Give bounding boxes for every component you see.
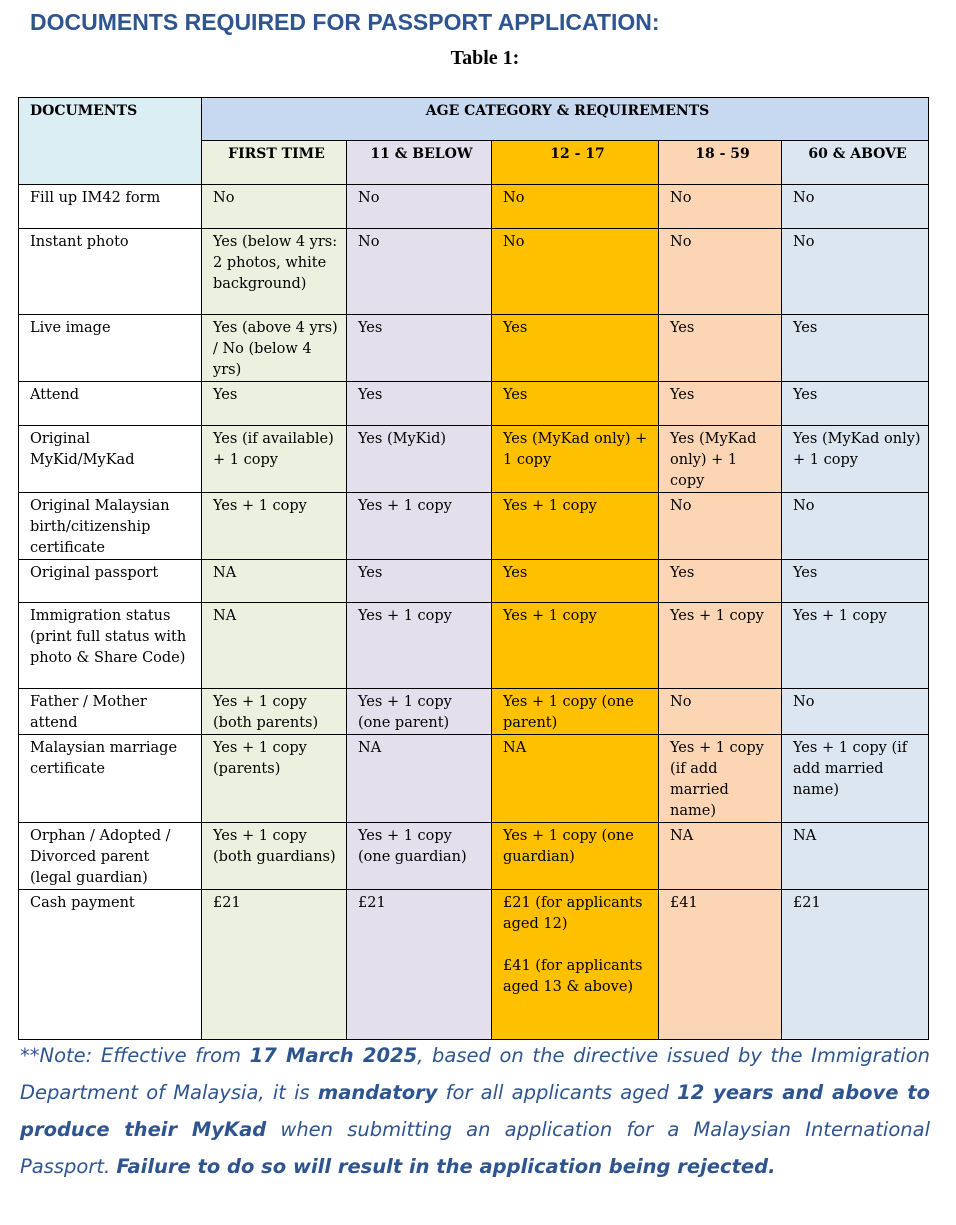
- table-row: [19, 493, 929, 560]
- requirement-cell: Yes (MyKid): [347, 426, 492, 493]
- requirement-cell: £21: [347, 890, 492, 1040]
- note-paragraph: [20, 1037, 930, 1185]
- requirement-cell: Yes + 1 copy (one guardian): [347, 823, 492, 890]
- requirement-cell: No: [202, 185, 347, 229]
- requirement-cell: Yes (if available) + 1 copy: [202, 426, 347, 493]
- table-row: [19, 229, 929, 315]
- requirement-cell: NA: [659, 823, 782, 890]
- table-row: [19, 185, 929, 229]
- requirement-cell: Yes + 1 copy: [492, 603, 659, 689]
- requirement-cell: Yes: [347, 382, 492, 426]
- document-label: Original passport: [19, 560, 202, 603]
- requirement-cell: Yes + 1 copy (one parent): [347, 689, 492, 735]
- note-text: for all applicants aged: [437, 1081, 678, 1104]
- note-effective-date: 17 March 2025: [249, 1044, 418, 1067]
- requirement-cell: Yes: [782, 560, 929, 603]
- requirement-cell: Yes: [202, 382, 347, 426]
- table-caption: Table 1:: [450, 47, 520, 69]
- requirement-cell: Yes + 1 copy (if add married name): [659, 735, 782, 823]
- requirement-cell: NA: [202, 560, 347, 603]
- note-mandatory: mandatory: [317, 1081, 438, 1104]
- requirement-cell: £41: [659, 890, 782, 1040]
- document-label: Cash payment: [19, 890, 202, 1040]
- requirement-cell: Yes: [347, 560, 492, 603]
- table-row: [19, 890, 929, 1040]
- table-body: [19, 185, 929, 1040]
- requirement-cell: Yes + 1 copy: [347, 493, 492, 560]
- requirement-cell: Yes: [492, 315, 659, 382]
- requirement-cell: Yes + 1 copy: [492, 493, 659, 560]
- requirement-cell: £21: [202, 890, 347, 1040]
- note-requirement: 12 years and above to produce their MyKad: [20, 1081, 930, 1141]
- document-label: Fill up IM42 form: [19, 185, 202, 229]
- requirement-cell: No: [347, 229, 492, 315]
- requirement-cell: Yes: [659, 315, 782, 382]
- document-label: Malaysian marriage certificate: [19, 735, 202, 823]
- requirement-cell: Yes: [782, 315, 929, 382]
- document-label: Immigration status (print full status with photo & Share Code): [19, 603, 202, 689]
- document-label: Original Malaysian birth/citizenship certificate: [19, 493, 202, 560]
- category-header-11-below: 11 & BELOW: [347, 141, 492, 185]
- table-row: [19, 426, 929, 493]
- category-header-first-time: FIRST TIME: [202, 141, 347, 185]
- requirement-cell: No: [659, 229, 782, 315]
- requirement-cell: Yes + 1 copy (one parent): [492, 689, 659, 735]
- document-label: Instant photo: [19, 229, 202, 315]
- note-text: **Note: Effective from: [20, 1044, 250, 1067]
- table-row: [19, 315, 929, 382]
- requirement-cell: Yes: [347, 315, 492, 382]
- requirement-cell: NA: [782, 823, 929, 890]
- table-row: [19, 735, 929, 823]
- requirement-cell: No: [782, 493, 929, 560]
- requirement-cell: Yes (MyKad only) + 1 copy: [782, 426, 929, 493]
- requirement-cell: Yes + 1 copy (both guardians): [202, 823, 347, 890]
- requirement-cell: Yes (MyKad only) + 1 copy: [492, 426, 659, 493]
- requirement-cell: Yes + 1 copy: [659, 603, 782, 689]
- requirement-cell: Yes + 1 copy: [347, 603, 492, 689]
- requirement-cell: Yes: [492, 560, 659, 603]
- requirement-cell: No: [659, 689, 782, 735]
- category-header-12-17: 12 - 17: [492, 141, 659, 185]
- requirement-cell: Yes: [782, 382, 929, 426]
- requirement-cell: No: [782, 185, 929, 229]
- document-label: Orphan / Adopted / Divorced parent (legal guardian): [19, 823, 202, 890]
- requirement-cell: Yes + 1 copy: [782, 603, 929, 689]
- page-title: DOCUMENTS REQUIRED FOR PASSPORT APPLICATION:: [30, 9, 660, 35]
- requirement-cell: Yes + 1 copy (one guardian): [492, 823, 659, 890]
- requirement-cell: No: [659, 493, 782, 560]
- documents-header: DOCUMENTS: [19, 98, 202, 185]
- document-label: Live image: [19, 315, 202, 382]
- requirement-cell: Yes: [659, 382, 782, 426]
- category-header-60-above: 60 & ABOVE: [782, 141, 929, 185]
- requirement-cell: Yes (above 4 yrs) / No (below 4 yrs): [202, 315, 347, 382]
- requirement-cell: Yes: [659, 560, 782, 603]
- requirement-cell: No: [782, 689, 929, 735]
- table-row: [19, 823, 929, 890]
- requirement-cell: NA: [202, 603, 347, 689]
- requirement-cell: Yes + 1 copy: [202, 493, 347, 560]
- document-label: Original MyKid/MyKad: [19, 426, 202, 493]
- note-warning: Failure to do so will result in the application being rejected.: [116, 1155, 776, 1178]
- requirement-cell: NA: [347, 735, 492, 823]
- requirement-cell: No: [782, 229, 929, 315]
- note-text: when submitting an application for a Malaysian International Passport.: [20, 1118, 930, 1178]
- requirement-cell: No: [347, 185, 492, 229]
- requirement-cell: Yes + 1 copy (both parents): [202, 689, 347, 735]
- table-row: [19, 382, 929, 426]
- requirement-cell: Yes + 1 copy (parents): [202, 735, 347, 823]
- requirement-cell: Yes (below 4 yrs: 2 photos, white background): [202, 229, 347, 315]
- requirement-cell: No: [492, 185, 659, 229]
- note-text: , based on the directive issued by the Immigration Department of Malaysia, it is: [20, 1044, 930, 1104]
- requirement-cell: No: [492, 229, 659, 315]
- requirement-cell: No: [659, 185, 782, 229]
- requirement-cell: Yes (MyKad only) + 1 copy: [659, 426, 782, 493]
- table-row: [19, 689, 929, 735]
- age-category-header: AGE CATEGORY & REQUIREMENTS: [202, 98, 929, 141]
- requirements-table: [18, 97, 929, 1040]
- requirement-cell: £21: [782, 890, 929, 1040]
- requirement-cell: Yes + 1 copy (if add married name): [782, 735, 929, 823]
- requirement-cell: £21 (for applicants aged 12) £41 (for applicants aged 13 & above): [492, 890, 659, 1040]
- document-label: Attend: [19, 382, 202, 426]
- document-label: Father / Mother attend: [19, 689, 202, 735]
- category-header-18-59: 18 - 59: [659, 141, 782, 185]
- table-row: [19, 603, 929, 689]
- requirement-cell: Yes: [492, 382, 659, 426]
- requirement-cell: NA: [492, 735, 659, 823]
- table-row: [19, 560, 929, 603]
